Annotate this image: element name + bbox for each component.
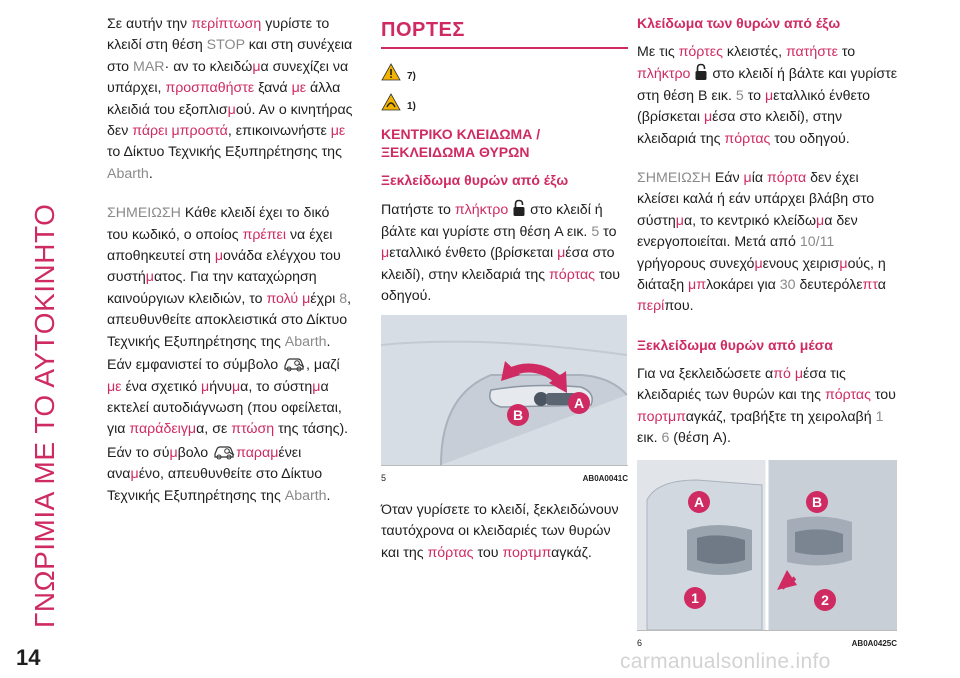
text-run: πορτμπ: [637, 408, 686, 425]
immobilizer-car-icon: [282, 353, 306, 373]
text-run: .: [148, 165, 153, 182]
text-run: λοκάρει για: [706, 277, 780, 294]
text-run: γρήγορους συνεχό: [637, 255, 755, 272]
text-run: πάρει μπροστά: [132, 123, 228, 140]
figure-5-code: AB0A0041C: [582, 474, 628, 484]
text-run: ήνυ: [209, 378, 232, 395]
subtitle-unlock-inside: Ξεκλείδωμα θυρών από μέσα: [637, 336, 833, 353]
text-run: μ: [381, 245, 390, 262]
column-1: [107, 14, 353, 525]
figure-5-label-b: B: [512, 407, 524, 424]
text-run: με: [107, 378, 122, 395]
text-run: α δεν ενεργοποιείται. Μετά από: [637, 212, 858, 251]
column-2: [381, 14, 628, 582]
text-run: α συνεχίζει να υπάρχει,: [107, 58, 349, 97]
text-run: Με τις: [637, 44, 679, 60]
text-run: Abarth: [284, 333, 327, 350]
text-run: μ: [252, 58, 261, 75]
text-run: ούς, η διάταξη: [637, 255, 886, 294]
watermark: carmanualsonline.info: [620, 650, 831, 673]
text-run: προσπαθήστε: [165, 80, 255, 97]
text-run: πλήκτρο: [454, 202, 509, 219]
text-run: α εκτελεί αυτοδιάγνωση (που οφείλεται, για: [107, 378, 342, 438]
page-number: 14: [16, 645, 41, 670]
text-run: έχρι: [310, 290, 340, 307]
text-run: και στη συνέχεια στο: [107, 37, 353, 75]
text-run: πολύ μ: [266, 290, 311, 307]
warning-ref-1-label: 7): [407, 70, 416, 82]
figure-5-caption: [381, 465, 628, 489]
text-run: μ: [743, 170, 752, 187]
text-run: το: [743, 87, 765, 104]
text-run: πόρτας: [724, 130, 771, 147]
text-run: , απευθυνθείτε αποκλειστικά στο Δίκτυο Τεχνικής Εξυπηρέτησης της: [107, 290, 352, 350]
text-run: 6: [661, 430, 670, 447]
text-run: παράδειγμ: [129, 421, 197, 438]
text-run: Abarth: [284, 487, 327, 504]
paragraph-immobilizer-retry: [107, 14, 353, 185]
text-run: του: [473, 544, 503, 561]
text-run: δευτερόλε: [795, 277, 863, 294]
text-run: μ: [231, 378, 241, 395]
text-run: α, το κεντρικό κλείδω: [683, 212, 817, 229]
text-run: δεν έχει κλείσει καλά ή εάν υπάρχει βλάβη στο σύστη: [637, 170, 875, 229]
paragraph-unlock-outside: [381, 199, 628, 307]
text-run: πό μ: [773, 365, 804, 382]
text-run: Κάθε κλειδί έχει το δικό του κωδικό, ο οποίος: [107, 205, 330, 243]
text-run: βολο: [177, 444, 213, 461]
text-run: ένει ανα: [107, 444, 302, 483]
text-run: ατος. Για την καταχώρηση καινούργιων κλειδιών, το: [107, 269, 317, 307]
text-run: της τάσης). Εάν το σύ: [107, 421, 349, 461]
caution-triangle-icon: [381, 93, 401, 111]
text-run: ΣΗΜΕΙΩΣΗ: [637, 170, 711, 187]
text-run: εταλλικό ένθετο (βρίσκεται: [389, 245, 558, 262]
figure-6-number: 6: [637, 637, 643, 648]
text-run: ένα σχετικό: [121, 378, 202, 395]
text-run: πορτμπ: [502, 544, 552, 561]
text-run: (θέση A).: [669, 430, 731, 447]
text-run: εταλλικό ένθετο (βρίσκεται: [637, 87, 871, 126]
text-run: ού. Αν ο κινητήρας δεν: [107, 101, 353, 140]
paragraph-note-keys: [107, 203, 353, 507]
text-run: έσα στο κλειδί), στην κλειδαριά της: [637, 109, 843, 147]
immobilizer-car-icon-2: [212, 441, 236, 461]
text-run: άλλα κλειδιά του εξοπλισ: [107, 80, 341, 118]
text-run: με: [291, 80, 307, 97]
text-run: έσα τις κλειδαριές των θυρών και της: [637, 365, 846, 404]
text-run: μπ: [688, 277, 707, 294]
text-run: πόρτες: [678, 44, 723, 60]
text-run: στο κλειδί ή βάλτε και γυρίστε στη θέση A εικ.: [381, 202, 603, 240]
text-run: ΣΗΜΕΙΩΣΗ: [107, 205, 181, 222]
text-run: πρέπει: [242, 226, 287, 243]
text-run: πόρτας: [549, 266, 596, 283]
section-title-doors: ΠΟΡΤΕΣ: [381, 19, 465, 41]
text-run: 1: [875, 408, 884, 425]
text-run: γυρίστε το κλειδί στη θέση: [107, 16, 330, 54]
figure-5-number: 5: [381, 473, 387, 484]
text-run: να έχει αποθηκευτεί στη: [107, 226, 333, 265]
text-run: ένο, απευθυνθείτε στο Δίκτυο Τεχνικής Εξυπηρέτησης της: [107, 466, 323, 504]
column-3: [637, 14, 899, 664]
text-run: πτ: [862, 277, 878, 294]
text-run: του οδηγού.: [770, 130, 850, 147]
text-run: εικ.: [637, 430, 662, 447]
text-run: αγκάζ.: [551, 544, 592, 561]
text-run: παραμ: [236, 444, 279, 461]
paragraph-lock-outside: [637, 42, 899, 150]
warning-ref-1: [381, 57, 628, 87]
text-run: μ: [130, 466, 139, 483]
text-run: πόρτας: [824, 387, 871, 404]
text-run: πτώση: [231, 421, 275, 438]
text-run: Abarth: [107, 165, 149, 182]
text-run: , μαζί: [306, 357, 340, 374]
text-run: α: [877, 277, 886, 294]
text-run: κλειστές,: [722, 44, 786, 60]
text-run: · αν το κλειδώ: [164, 58, 253, 75]
text-run: μ: [703, 109, 713, 126]
text-run: MAR: [133, 58, 165, 75]
text-run: που.: [664, 298, 694, 315]
text-run: του οδηγού.: [381, 266, 621, 305]
text-run: μ: [169, 444, 178, 461]
text-run: ονάδα ελέγχου του συστή: [107, 248, 341, 286]
side-chapter-title-text: ΓΝΩΡΙΜΙΑ ΜΕ ΤΟ ΑΥΤΟΚΙΝΗΤΟ: [29, 203, 60, 628]
subtitle-lock-outside: Κλείδωμα των θυρών από έξω: [637, 15, 841, 31]
text-run: , επικοινωνήστε: [227, 123, 331, 140]
subtitle-central-locking: ΚΕΝΤΡΙΚΟ ΚΛΕΙΔΩΜΑ / ΞΕΚΛΕΙΔΩΜΑ ΘΥΡΩΝ: [381, 126, 541, 161]
figure-6-label-a: A: [693, 493, 705, 510]
text-run: περί: [637, 298, 665, 315]
text-run: ξανά: [254, 80, 292, 97]
text-run: 5: [735, 87, 744, 104]
text-run: το: [599, 223, 617, 240]
paragraph-unlock-inside: [637, 364, 899, 450]
text-run: μ: [675, 212, 684, 229]
text-run: ία: [751, 170, 768, 187]
text-run: περίπτωση: [191, 16, 262, 32]
text-run: .: [326, 487, 331, 504]
text-run: 5: [591, 223, 600, 240]
text-run: το Δίκτυο Τεχνικής Εξυπηρέτησης της: [107, 144, 342, 161]
text-run: Σε αυτήν την: [107, 16, 192, 32]
text-run: έσα στο κλειδί), στην κλειδαριά της: [381, 245, 615, 283]
text-run: μ: [754, 255, 763, 272]
subtitle-unlock-outside: Ξεκλείδωμα θυρών από έξω: [381, 172, 569, 189]
warning-ref-2-label: 1): [407, 100, 416, 112]
text-run: μ: [764, 87, 774, 104]
text-run: πόρτα: [767, 170, 807, 187]
text-run: μ: [816, 212, 825, 229]
figure-5-label-a: A: [573, 395, 585, 412]
text-run: μ: [557, 245, 566, 262]
text-run: α, το σύστη: [240, 378, 313, 395]
text-run: μ: [839, 255, 848, 272]
figure-6-label-1: 1: [691, 589, 699, 606]
text-run: μ: [312, 378, 321, 395]
text-run: α, σε: [196, 421, 232, 438]
paragraph-key-turn: [381, 500, 628, 564]
note-keys-part-1: [107, 205, 351, 373]
text-run: το: [837, 44, 856, 60]
unlock-outside-part-1: [381, 202, 512, 218]
figure-6-label-b: B: [811, 493, 823, 510]
text-run: μ: [214, 248, 224, 265]
text-run: Όταν γυρίσετε το κλειδί, ξεκλειδώνουν ταυτόχρονα οι κλειδαριές των θυρών και της: [381, 501, 619, 561]
text-run: με: [330, 123, 346, 140]
section-divider: [381, 47, 628, 49]
paragraph-note-locking: [637, 168, 899, 318]
text-run: πατήστε: [785, 44, 838, 60]
warning-ref-2: [381, 87, 628, 117]
text-run: μ: [201, 378, 210, 395]
text-run: 30: [779, 277, 796, 294]
text-run: . Εάν εμφανιστεί το σύμβολο: [107, 333, 331, 374]
text-run: του: [870, 387, 896, 404]
side-chapter-title: [22, 18, 66, 628]
figure-5-door-lock: [381, 315, 627, 465]
text-run: Για να ξεκλειδώσετε α: [637, 365, 774, 382]
text-run: πόρτας: [427, 544, 474, 561]
text-run: ενους χειρισ: [762, 255, 840, 272]
text-run: STOP: [206, 37, 245, 54]
figure-6-label-2: 2: [821, 591, 829, 608]
key-lock-icon: [512, 199, 526, 217]
text-run: μ: [145, 269, 154, 286]
figure-6-code: AB0A0425C: [851, 638, 897, 648]
text-run: 10/11: [799, 234, 835, 251]
text-run: μ: [227, 101, 236, 118]
text-run: πλήκτρο: [637, 66, 691, 83]
key-lock-icon: [694, 63, 708, 81]
warning-triangle-icon: [381, 63, 401, 81]
text-run: Πατήστε το: [381, 202, 455, 219]
text-run: στο κλειδί ή βάλτε και γυρίστε στη θέση B εικ.: [637, 66, 898, 104]
text-run: αγκάζ, τραβήξτε τη χειρολαβή: [685, 408, 876, 425]
text-run: 8: [339, 290, 348, 307]
text-run: Εάν: [710, 170, 744, 187]
figure-6-door-handle: [637, 460, 897, 630]
